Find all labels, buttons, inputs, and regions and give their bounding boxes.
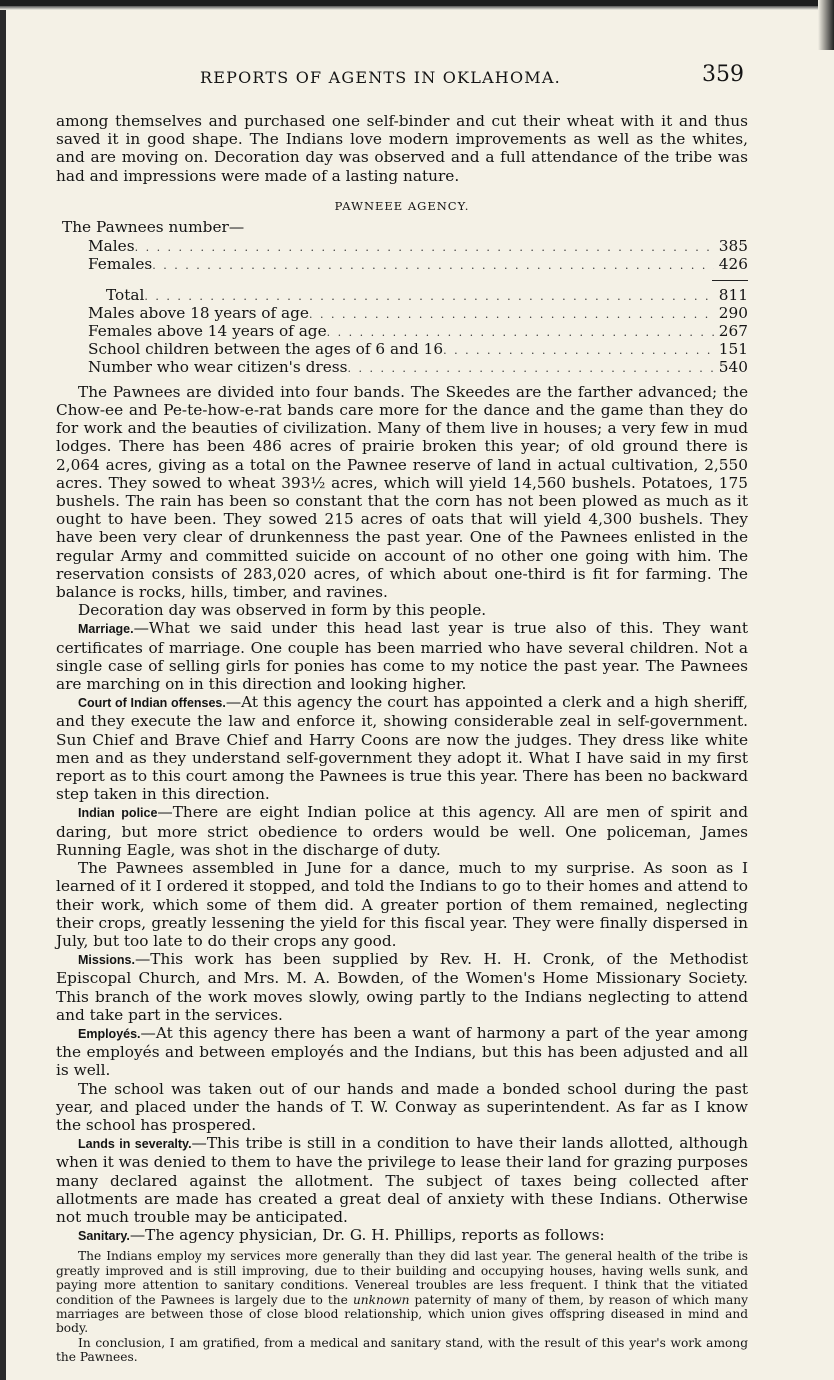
police-text: —There are eight Indian police at this agency. All are men of spirit and daring, but more strict obedience to orders would be well. One policeman, James Running Eagle, was shot in the discharge of duty. — [56, 803, 748, 859]
stats-value: 811 — [718, 285, 748, 304]
section-heading-marriage: Marriage. — [78, 622, 134, 637]
paragraph-missions — [56, 950, 748, 1024]
paragraph-court — [56, 693, 748, 803]
section-heading-police: Indian police — [78, 806, 158, 821]
page-top-gradient — [0, 6, 834, 10]
stats-row-school — [56, 341, 748, 359]
paragraph-sanitary — [56, 1226, 748, 1245]
page-corner-shadow — [818, 0, 834, 50]
marriage-text: —What we said under this head last year is true also of this. They want certificates of marriage. One couple has been married who have several children. Not a single case of selling girls for ponies has come to my notice the past year. The Pawnees are marching on in this direction and looking higher. — [56, 619, 748, 694]
paragraph-lands — [56, 1134, 748, 1226]
stats-row-males-18 — [56, 305, 748, 323]
stats-label: School children between the ages of 6 and 16 — [88, 339, 444, 358]
stats-label: Total — [106, 285, 145, 304]
paragraph-marriage — [56, 619, 748, 693]
intro-paragraph: among themselves and purchased one self-binder and cut their wheat with it and thus saved it in good shape. The Indians love modern improvements as well as the whites, and are moving on. Decoration day was observed and a full attendance of the tribe was had and impressions were made of a lasting nature. — [56, 112, 748, 185]
employes-text: —At this agency there has been a want of harmony a part of the year among the employés and between employés and the Indians, but this has been adjusted and all is well. — [56, 1023, 748, 1080]
stats-label: Males above 18 years of age — [88, 303, 309, 322]
quote-emphasis: unknown — [352, 1292, 410, 1307]
agency-heading: PAWNEEE AGENCY. — [334, 198, 470, 213]
physician-quote — [56, 1249, 748, 1364]
stats-label: Males — [88, 236, 135, 255]
stats-lead: The Pawnees number— — [62, 217, 245, 236]
stats-label: Females — [88, 254, 153, 273]
page-body — [56, 112, 748, 1365]
running-header — [0, 62, 834, 94]
stats-value: 540 — [718, 357, 748, 376]
leader-dots — [144, 288, 714, 305]
section-heading-sanitary: Sanitary. — [78, 1229, 130, 1244]
section-heading-lands: Lands in severalty. — [78, 1137, 192, 1152]
paragraph-employes — [56, 1024, 748, 1080]
stats-value: 151 — [718, 339, 748, 358]
stats-value: 267 — [718, 321, 748, 340]
paragraph-school: The school was taken out of our hands and made a bonded school during the past year, and placed under the hands of T. W. Conway as superintendent. As far as I know the school has prospered. — [56, 1079, 748, 1134]
leader-dots — [135, 239, 714, 256]
stats-row-dress — [56, 359, 748, 377]
page-number: 359 — [702, 62, 744, 87]
stats-label: Females above 14 years of age — [88, 321, 327, 340]
section-heading-missions: Missions. — [78, 953, 135, 968]
leader-dots — [327, 324, 714, 341]
quote-paragraph-1 — [56, 1249, 748, 1335]
paragraph-dance: The Pawnees assembled in June for a dance, much to my surprise. As soon as I learned of it I ordered it stopped, and told the Indians to go to their homes and attend to their work, which some of them did. A greater portion of them remained, neglecting their crops, greatly lessening the yield for this fiscal year. They were finally dispersed in July, but too late to do their crops any good. — [56, 859, 748, 950]
paragraph-bands: The Pawnees are divided into four bands. The Skeedes are the farther advanced; the Chow-ee and Pe-te-how-e-rat bands care more for the dance and the game than they do for work and the beauties of civilization. Many of them live in houses; a very few in mud lodges. There has been 486 acres of prairie broken this year; of old ground there is 2,064 acres, giving as a total on the Pawnee reserve of land in actual cultivation, 2,550 acres. They sowed to wheat 393½ acres, which will yield 14,560 bushels. Potatoes, 175 bushels. The rain has been so constant that the corn has not been plowed as much as it ought to have been. They sowed 215 acres of oats that will yield 4,300 bushels. They have been very clear of drunkenness the past year. One of the Pawnees enlisted in the regular Army and committed suicide on account of no other one going with him. The reservation consists of 283,020 acres, of which about one-third is fit for farming. The balance is rocks, hills, timber, and ravines. — [56, 382, 748, 602]
section-heading-court: Court of Indian offenses. — [78, 696, 226, 711]
paragraph-police — [56, 803, 748, 859]
lands-text: —This tribe is still in a condition to have their lands allotted, although when it was denied to them to have the privilege to lease their land for grazing purposes many declared against the allotment. The subject of taxes being collected after allotments are made has created a great deal of anxiety with these Indians. Otherwise not much trouble may be anticipated. — [56, 1134, 749, 1226]
population-table — [56, 219, 748, 377]
stats-row-females — [56, 256, 748, 274]
stats-label: Number who wear citizen's dress — [88, 357, 348, 376]
stats-value: 290 — [718, 303, 748, 322]
stats-row-total — [56, 287, 748, 305]
paragraph-decoration: Decoration day was observed in form by this people. — [78, 601, 487, 620]
quote-text: paternity of many of them, by reason of which many marriages are between those of close blood relationship, which union gives offspring diseased in mind and body. — [56, 1292, 748, 1336]
leader-dots — [347, 360, 714, 377]
quote-paragraph-2: In conclusion, I am gratified, from a medical and sanitary stand, with the result of this year's work among the Pawnees. — [56, 1335, 748, 1365]
missions-text: —This work has been supplied by Rev. H. H. Cronk, of the Methodist Episcopal Church, and Mrs. M. A. Bowden, of the Women's Home Missionary Society. This branch of the work moves slowly, owing partly to the Indians neglecting to attend and take part in the services. — [56, 950, 748, 1024]
court-text: —At this agency the court has appointed a clerk and a high sheriff, and they execute the law and enforce it, showing considerable zeal in self-government. Sun Chief and Brave Chief and Harry Coons are now the judges. They dress like white men and as they understand self-government they adopt it. What I have said in my first report as to this court among the Pawnees is true this year. There has been no backward step taken in this direction. — [56, 693, 748, 804]
header-title: REPORTS OF AGENTS IN OKLAHOMA. — [200, 68, 561, 87]
quote-text: The Indians employ my services more generally than they did last year. The general health of the tribe is greatly improved and is still improving, due to their building and occupying houses, having wells sunk, and paying more attention to sanitary conditions. Venereal troubles are less frequent. I think that the vitiated condition of the Pawnees is largely due to the — [56, 1249, 748, 1307]
sanitary-text: —The agency physician, Dr. G. H. Phillips, reports as follows: — [129, 1226, 605, 1245]
stats-row-males — [56, 238, 748, 256]
leader-dots — [443, 342, 714, 359]
stats-value: 385 — [718, 236, 748, 255]
leader-dots — [152, 257, 714, 274]
page-edge-shadow — [0, 0, 6, 1380]
section-heading-employes: Employés. — [78, 1026, 141, 1041]
leader-dots — [309, 306, 714, 323]
total-rule — [712, 280, 748, 281]
stats-row-females-14 — [56, 323, 748, 341]
stats-value: 426 — [718, 254, 748, 273]
